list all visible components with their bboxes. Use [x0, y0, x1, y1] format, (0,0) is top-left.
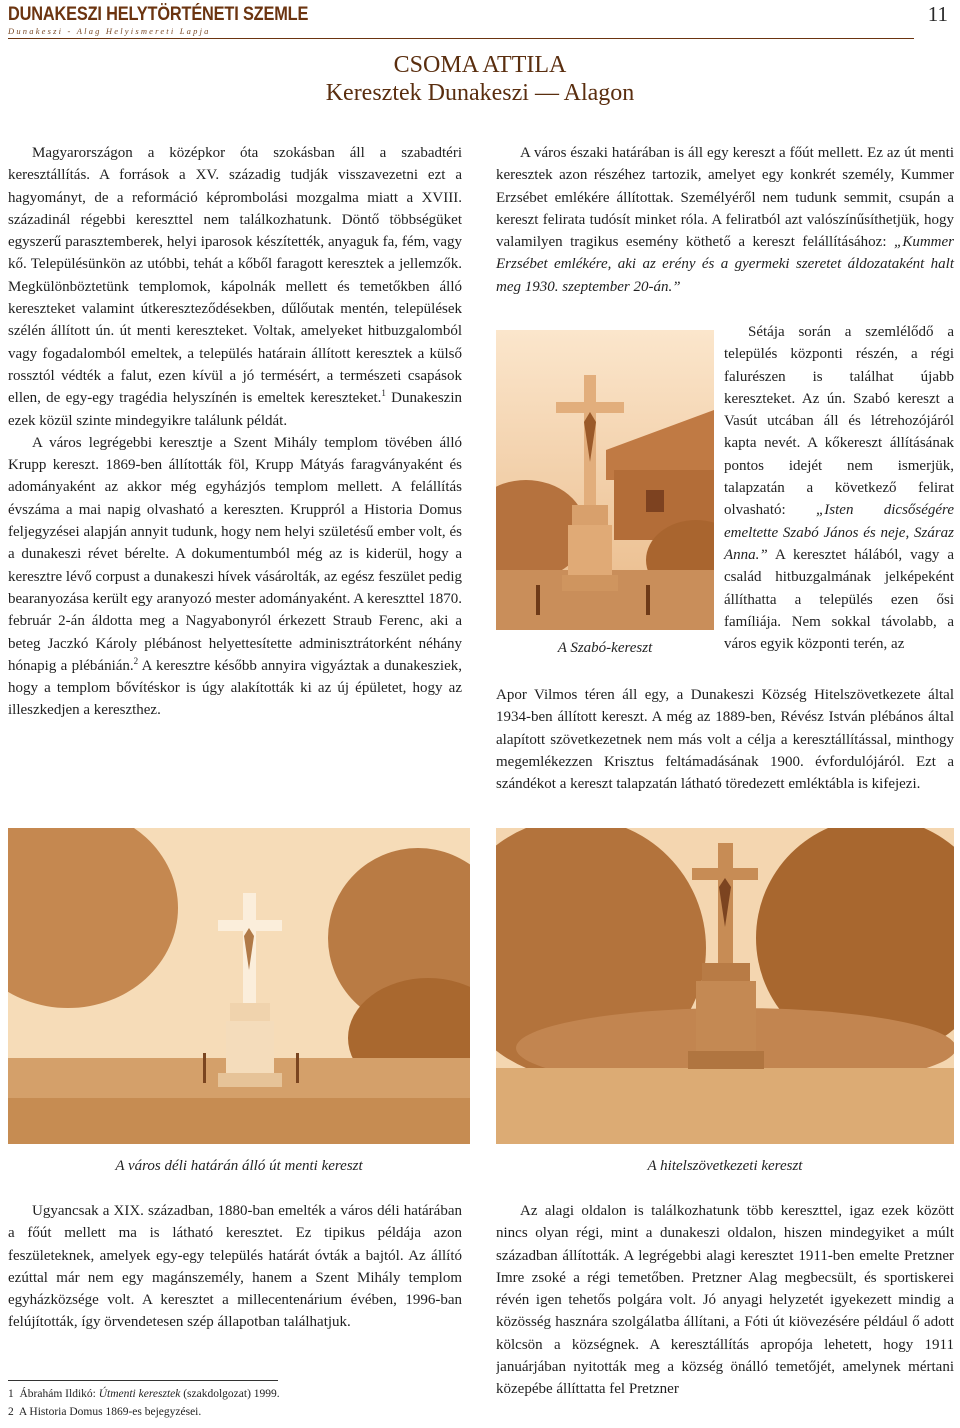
- bottom-right-column: [496, 1200, 954, 1428]
- paragraph: Apor Vilmos téren áll egy, a Dunakeszi Község Hitelszövetkezete által 1934-ben állított kereszt. A még az 1889-ben, Révész István plébános által alapított szövetkezetnek nem más volt a célja a keresztállítással, minthogy megemlékezzen Krisztus feltámadásának 1900. évfordulójáról. Ezt a szándékot a kereszt talapzatán látható töredezett emléktábla is kifejezi.: [496, 687, 954, 793]
- caption-hitel-kereszt: A hitelszövetkezeti kereszt: [647, 1158, 803, 1174]
- article-author: CSOMA ATTILA: [393, 52, 567, 78]
- bottom-left-column: [8, 1200, 462, 1334]
- article-title: Keresztek Dunakeszi — Alagon: [325, 80, 635, 106]
- footnote-ref[interactable]: 2: [133, 655, 139, 666]
- paragraph: Magyarországon a középkor óta szokásban áll a szabadtéri keresztállítás. A források a XV. századig tudják visszavezetni ezt a hagyományt, de a reformáció képrombolási mozgalma miatt a XVIII. századinál régebbi kereszttel nem találkozhatunk. Döntő többségüket egyszerű parasztemberek, helyi iparosok készítették, anyaguk fa, fém, vagy kő. Településünkön az utóbbi, tehát a kőből faragott keresztek a jellemzők. Megkülönböztetünk templomok, kápolnák mellett és temetőkben álló kereszteket valamint útkereszteződésekben, dűlőutak mentén, települések szélén állított ún. út menti kereszteket. Voltak, amelyeket hitbuzgalomból vagy fogadalomból emeltek, a település határain állított keresztek a külső rossztól védték a falut, ezen kívül a jó termésért, a természeti csapások ellen, de egy-egy tragédia helyszínén is emeltek kereszteket.$^1$ Dunakeszin ezek közül szinte mindegyikre találunk példát.: [8, 145, 462, 429]
- footnote-1: 1 Ábrahám Ildikó: Útmenti keresztek (szakdolgozat) 1999.: [8, 1388, 280, 1400]
- inscription-quote: „Isten dicsőségére emeltette Szabó János és neje, Száraz Anna.”: [724, 502, 954, 563]
- page-number: 11: [927, 2, 948, 26]
- photo-hitel-kereszt: [496, 828, 954, 1144]
- right-column-top: [496, 142, 954, 298]
- inscription-quote: „Kummer Erzsébet emlékére, aki az erény és a gyermeki szeretet áldozataként halt meg 1930. szeptember 20-án.”: [496, 234, 954, 295]
- right-column-bottom: [496, 684, 954, 795]
- photo-deli-kereszt: [8, 828, 470, 1144]
- paragraph: A város legrégebbi keresztje a Szent Mihály templom tövében álló Krupp kereszt. 1869-ben állították föl, Krupp Mátyás faragványaként és adományaként az akkor még egyházjós templom mellett. A felállítás évszáma a mai napig olvasható a kereszten. Kruppról a Historia Domus feljegyzései alapján annyit tudunk, hogy nem helyi születésű ember volt, és a dunakeszi révet bérelte. A dokumentumból még az is kiderül, hogy a keresztre lévő corpust a dunakeszi hívek vásárolták, az egész feszület pedig bearanyozása került egy aranyozó mester adományaként. A kereszttel 1870. február 2-án áldotta meg a Nagyabonyról érkezett Straub Ferenc, aki a beteg Jaczkó Károly plébánost helyettesítette adminisztrátorként néhány hónapig a plébánián.$^2$ A keresztre később annyira vigyáztak a dunakesziek, hogy a templom bővítéskor is úgy alakították ki az új épületet, hogy az illeszkedjen a kereszthez.: [8, 434, 462, 719]
- paragraph: Az alagi oldalon is találkozhatunk több kereszttel, igaz ezek között nincs olyan régi, mint a dunakeszi oldalon, hiszen mindegyiket a múlt században állították. A legrégebbi alagi keresztet 1911-ben emelte Pretzner Imre zsoké a régi temetőben. Pretzner Alag megbecsült, és sportiskerei révén igen tehetős polgára volt. Jó anyagi helyzetét igyekezett mindig a közösség hasznára szolgálatba állítani, a Fóti út kiövezésére például ő adott kölcsön a községnek. A keresztállítás apropója lehetett, hogy 1911 januárjában nyitották meg a község önálló temetőjét, amelynek mértani közepébe állíttatta fel Pretzner: [496, 1203, 954, 1398]
- paragraph: Sétája során a szemlélődő a település központi részén, a régi falurészen is találhat újabb kereszteket. Az ún. Szabó kereszt a Vasút utcában áll és létrehozójáról kapta nevét. A kőkereszt állításának pontos idejét nem ismerjük, talapzatán a következő felirat olvasható: „Isten dicsőségére emeltette Szabó János és neje, Száraz Anna.” A keresztet hálából, vagy a család hitbuzgalmának jelképeként állíthatta a település ezen ősi famíliája. Nem sokkal távolabb, a város egyik központi terén, az: [724, 324, 954, 653]
- caption-szabo-kereszt: A Szabó-kereszt: [557, 640, 653, 656]
- paragraph: Ugyancsak a XIX. században, 1880-ban emelték a város déli határában a főút mellett ma is látható keresztet. Ez tipikus példája azon feszületeknek, amelyek egy-egy település határát óvták a bajtól. Az állító ezúttal már nem egy magánszemély, hanem a Szent Mihály templom egyházközsége volt. A keresztet a millecentenárium évében, 1996-ban felújították, így örvendetesen szép állapotban találhatjuk.: [8, 1203, 462, 1331]
- footnote-ref[interactable]: 1: [381, 388, 386, 399]
- photo-szabo-kereszt: [496, 330, 714, 630]
- right-column-float: [724, 321, 954, 655]
- journal-subtitle: Dunakeszi - Alag Helyismereti Lapja: [8, 26, 211, 36]
- deli-cross-illustration: [8, 828, 470, 1144]
- caption-deli-kereszt: A város déli határán álló út menti kereszt: [115, 1158, 363, 1174]
- footnote-rule: [8, 1380, 278, 1381]
- footnote-2: 2 A Historia Domus 1869-es bejegyzései.: [8, 1406, 202, 1418]
- header-rule: [8, 38, 914, 39]
- szabo-cross-illustration: [496, 330, 714, 630]
- journal-title: DUNAKESZI HELYTÖRTÉNETI SZEMLE: [8, 4, 309, 25]
- hitel-cross-illustration: [496, 828, 954, 1144]
- left-column: [8, 142, 462, 722]
- paragraph: A város északi határában is áll egy kereszt a főút mellett. Ez az út menti keresztek azon részéhez tartozik, amelyet egy konkrét személy, Kummer Erzsébet emlékére állítottak. Személyéről nem tudunk semmit, csupán a kereszt felirata tudósít minket róla. A feliratból azt valószínűsíthetjük, hogy valamilyen tragikus esemény köthető a kereszt felállításához: „Kummer Erzsébet emlékére, aki az erény és a gyermeki szeretet áldozataként halt meg 1930. szeptember 20-án.”: [496, 145, 954, 295]
